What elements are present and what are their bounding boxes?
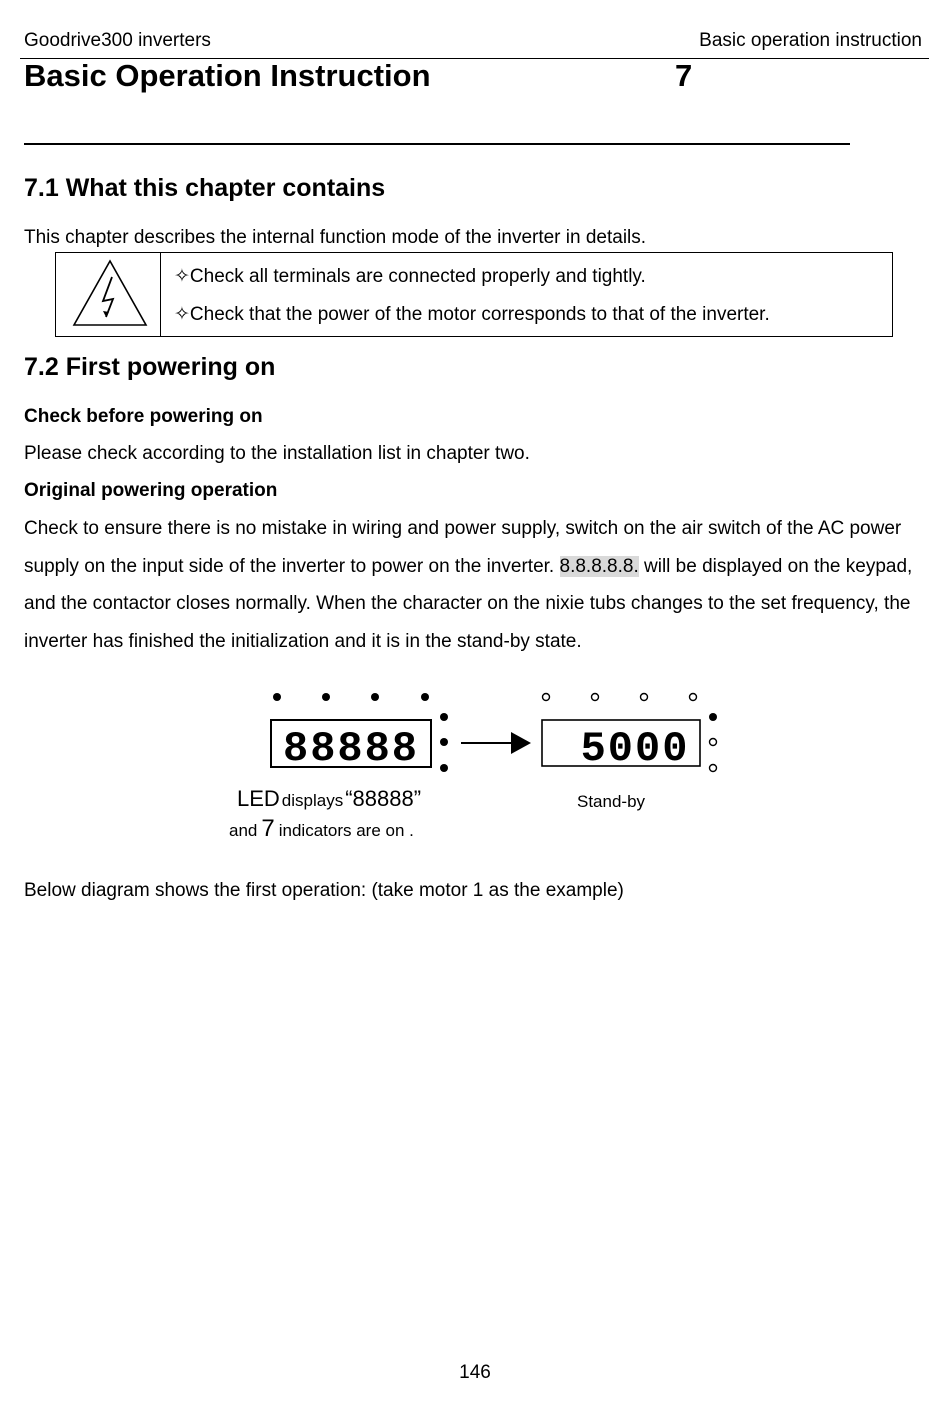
paragraph-text: will be displayed on the keypad, and the contactor closes normally. When the character on the nixie tubs changes to the set frequency, the inverter has finished the initialization and it is in the stand-by state. [24,555,913,653]
caption-indicators: indicators are on . [278,821,414,840]
chapter-number: 7 [675,58,693,93]
led-display-left-digits: 88888 [282,725,420,773]
electric-hazard-icon [70,257,150,334]
warning-item: ✧Check that the power of the motor corresponds to that of the inverter. [174,304,770,325]
caption-standby: Stand-by [577,792,646,811]
paragraph-text: Check to ensure there is no mistake in wiring and power supply, switch on the air switch of the AC power supply on the input side of the inverter to power on the inverter. [24,518,902,577]
chapter-title: Basic Operation Instruction [24,58,431,93]
svg-text:LEDdisplays“88888” [237,786,421,811]
subheading-check-before: Check before powering on [24,406,263,427]
section-heading-7-2: 7.2 First powering on [24,353,276,381]
svg-text:and7indicators are on . [229,815,414,842]
chapter-rule [24,143,850,145]
header-doc-title: Goodrive300 inverters [24,30,211,51]
page-number: 146 [459,1362,491,1383]
warning-divider [160,253,161,336]
caption-and: and [229,821,258,840]
caption-led: LED [237,786,280,811]
warning-item: ✧Check all terminals are connected properly and tightly. [174,266,646,287]
arrow-icon [461,732,531,754]
powering-paragraph [24,510,924,661]
keypad-display-figure [215,670,760,858]
subheading-original-powering: Original powering operation [24,480,278,501]
section-intro: This chapter describes the internal function mode of the inverter in details. [24,227,647,248]
caption-88888: “88888” [345,786,422,811]
below-diagram-text: Below diagram shows the first operation: (take motor 1 as the example) [24,880,624,901]
header-section-title: Basic operation instruction [699,30,922,51]
caption-displays: displays [281,791,344,810]
highlighted-display-code: 8.8.8.8.8. [559,555,639,577]
warning-box [55,252,893,337]
caption-seven: 7 [261,815,275,842]
check-before-text: Please check according to the installation list in chapter two. [24,443,530,464]
section-heading-7-1: 7.1 What this chapter contains [24,174,386,202]
led-display-right-digits: 5000 [580,725,690,773]
